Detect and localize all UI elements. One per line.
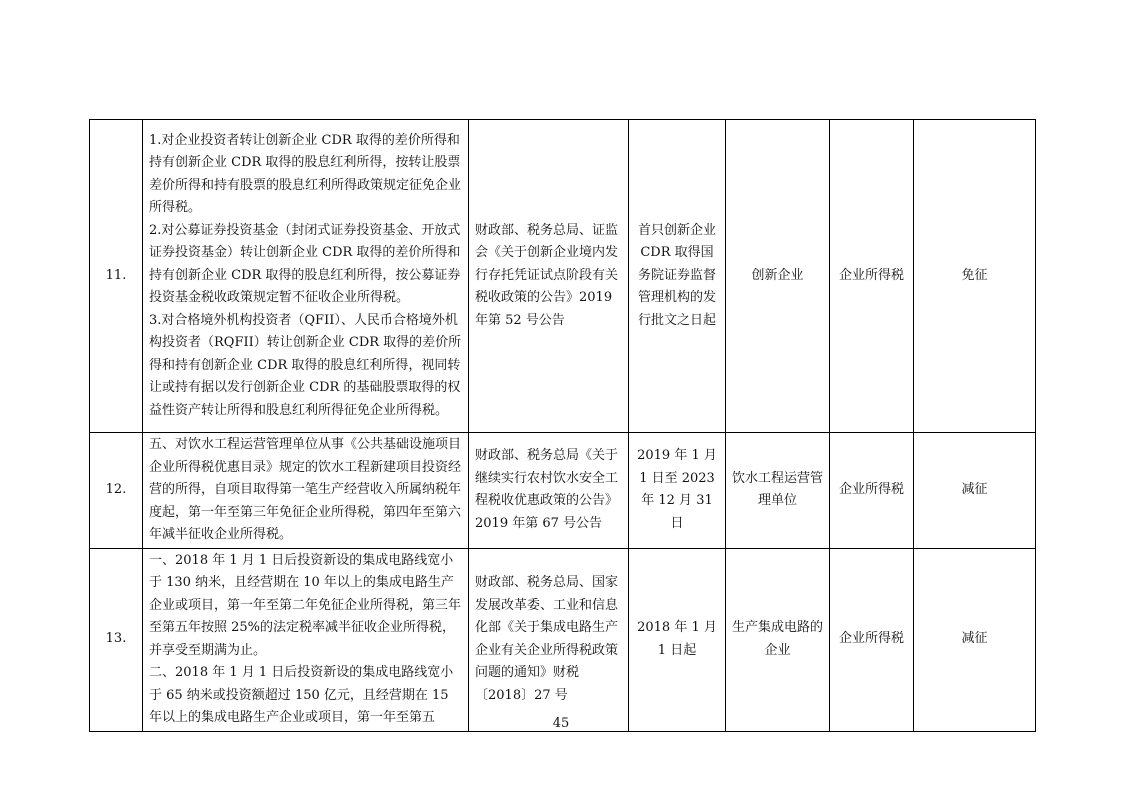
table-row bbox=[90, 548, 1036, 731]
relief-type: 免征 bbox=[914, 120, 1036, 433]
tax-type: 企业所得税 bbox=[830, 433, 914, 549]
table-row bbox=[90, 120, 1036, 433]
policy-paragraph: 二、2018 年 1 月 1 日后投资新设的集成电路线宽小于 65 纳米或投资额超过 150 亿元，且经营期在 15 年以上的集成电路生产企业或项目，第一年至第五 bbox=[149, 665, 454, 725]
policy-paragraph: 1.对企业投资者转让创新企业 CDR 取得的差价所得和持有创新企业 CDR 取得的股息红利所得，按转让股票差价所得和持有股票的股息红利所得政策规定征免企业所得税。 bbox=[149, 132, 462, 216]
effective-date: 2018 年 1 月 1 日起 bbox=[629, 548, 726, 731]
effective-date: 2019 年 1 月 1 日至 2023 年 12 月 31 日 bbox=[629, 433, 726, 549]
tax-type: 企业所得税 bbox=[830, 120, 914, 433]
policy-paragraph: 五、对饮水工程运营管理单位从事《公共基础设施项目企业所得税优惠目录》规定的饮水工程新建项目投资经营的所得，自项目取得第一笔生产经营收入所属纳税年度起，第一年至第三年免征企业所得税，第四年至第六年减半征收企业所得税。 bbox=[149, 437, 462, 542]
tax-type: 企业所得税 bbox=[830, 548, 914, 731]
applicable-enterprise: 创新企业 bbox=[726, 120, 830, 433]
effective-date: 首只创新企业 CDR 取得国务院证券监督管理机构的发行批文之日起 bbox=[629, 120, 726, 433]
policy-paragraph: 3.对合格境外机构投资者（QFII）、人民币合格境外机构投资者（RQFII）转让创新企业 CDR 取得的差价所得和持有创新企业 CDR 取得的股息红利所得，视同转让或持有据以发行创新企业 CDR 的基础股票取得的权益性资产转让所得和股息红利所得征免企业所得税。 bbox=[149, 312, 462, 418]
policy-table bbox=[89, 119, 1036, 732]
policy-paragraph: 一、2018 年 1 月 1 日后投资新设的集成电路线宽小于 130 纳米，且经营期在 10 年以上的集成电路生产企业或项目，第一年至第二年免征企业所得税，第三年至第五年按照 25%的法定税率减半征收企业所得税，并享受至期满为止。 bbox=[149, 552, 462, 658]
row-number: 13. bbox=[90, 548, 143, 731]
policy-document: 财政部、税务总局、国家发展改革委、工业和信息化部《关于集成电路生产企业有关企业所得税政策问题的通知》财税〔2018〕27 号 bbox=[469, 548, 629, 731]
table-row bbox=[90, 433, 1036, 549]
row-number: 12. bbox=[90, 433, 143, 549]
policy-content bbox=[143, 120, 469, 433]
applicable-enterprise: 生产集成电路的企业 bbox=[726, 548, 830, 731]
policy-document: 财政部、税务总局、证监会《关于创新企业境内发行存托凭证试点阶段有关税收政策的公告》2019 年第 52 号公告 bbox=[469, 120, 629, 433]
page-number: 45 bbox=[552, 716, 570, 731]
policy-document: 财政部、税务总局《关于继续实行农村饮水安全工程税收优惠政策的公告》2019 年第 67 号公告 bbox=[469, 433, 629, 549]
row-number: 11. bbox=[90, 120, 143, 433]
relief-type: 减征 bbox=[914, 548, 1036, 731]
policy-paragraph: 2.对公募证券投资基金（封闭式证券投资基金、开放式证券投资基金）转让创新企业 CDR 取得的差价所得和持有创新企业 CDR 取得的股息红利所得，按公募证券投资基金税收政策规定暂不征收企业所得税。 bbox=[149, 222, 461, 306]
policy-content bbox=[143, 433, 469, 549]
applicable-enterprise: 饮水工程运营管理单位 bbox=[726, 433, 830, 549]
policy-content bbox=[143, 548, 469, 731]
relief-type: 减征 bbox=[914, 433, 1036, 549]
